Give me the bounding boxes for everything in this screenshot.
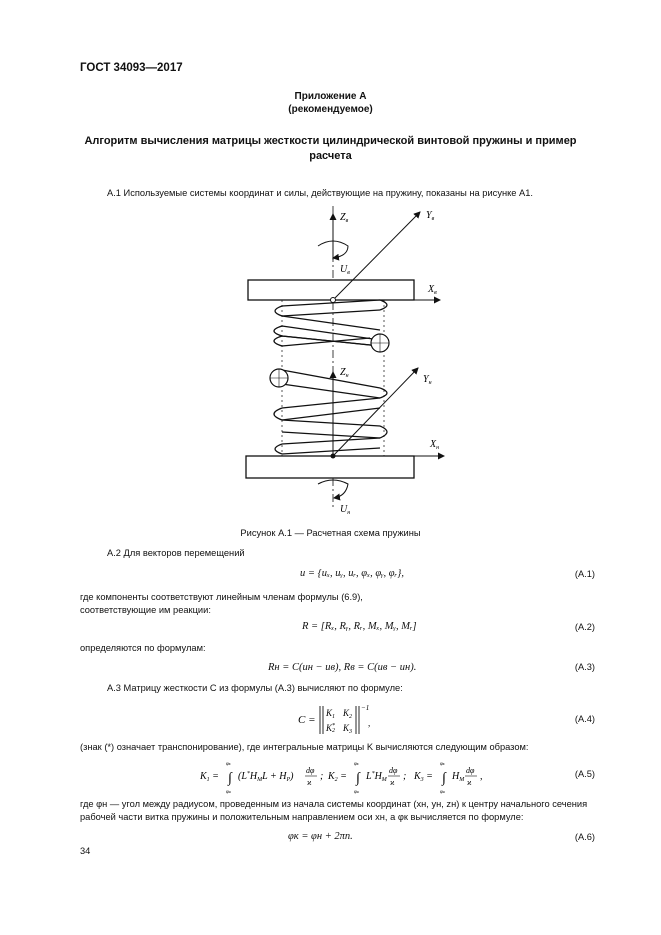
figure-caption: Рисунок А.1 — Расчетная схема пружины [240, 528, 421, 538]
svg-text:ϰ: ϰ [390, 778, 395, 787]
svg-text:K2: $K_2$ [343, 708, 353, 720]
svg-text:,: , [368, 718, 371, 728]
paragraph-a2: А.2 Для векторов перемещений [107, 548, 245, 558]
svg-text:ϰ: ϰ [467, 778, 472, 787]
svg-text:K1: $K_1$ [326, 708, 336, 720]
main-title: Алгоритм вычисления матрицы жесткости цилиндрической винтовой пружины и пример расчета [84, 135, 577, 162]
formula-a2: R = [Rₓ, Rᵧ, Rᵣ, Mₓ, Mᵧ, Mᵣ] [302, 621, 417, 632]
svg-text:K3: $K_3$ [343, 723, 353, 735]
formula-a4 [298, 700, 378, 740]
formula-a5-number: (А.5) [574, 769, 595, 779]
svg-text:φн: φн [226, 789, 231, 795]
svg-text:dφ: dφ [466, 766, 475, 775]
svg-text:,: , [480, 771, 483, 782]
text-transpose: (знак (*) означает транспонирование), где интегральные матрицы K вычисляются следующим образом: [80, 742, 529, 752]
paragraph-a3: А.3 Матрицу жесткости С из формулы (А.3) вычисляют по формуле: [107, 683, 403, 693]
svg-text:−1: −1 [361, 704, 370, 712]
label-z-top: $Z_в$ [340, 212, 349, 224]
svg-text:;: ; [320, 771, 324, 782]
appendix-title: Приложение А [294, 91, 367, 102]
text-components: где компоненты соответствуют линейным членам формулы (6.9), соответствующие им реакции: [80, 592, 363, 615]
lower-coils [274, 370, 387, 454]
text-phi: где φн — угол между радиусом, проведенным из начала системы координат (xн, yн, zн) к центру начального сечения рабочей части витка пружины и положительным направлением оси xн, а φк вычисляется по формуле: [80, 799, 588, 822]
svg-text:K2 =: $K_2$ = [328, 771, 347, 783]
formula-a6: φк = φн + 2πn. [288, 831, 353, 842]
svg-text:φк: φк [440, 761, 445, 767]
svg-text:dφ: dφ [306, 766, 315, 775]
svg-text:φн: φн [354, 789, 359, 795]
svg-text:K3 =: $K_3$ = [414, 771, 433, 783]
label-u-top: $U_в$ [340, 264, 350, 276]
top-plate [248, 280, 414, 300]
svg-text:(L*HML + HP): $(L^*H_ML + H_P)$ [238, 771, 294, 783]
svg-text:K*2: K* 2 [326, 723, 336, 734]
svg-text:L*HM: $L^*H_M$ [366, 771, 387, 783]
svg-text:∫: ∫ [228, 771, 232, 786]
appendix-heading [0, 90, 661, 116]
page-number: 34 [80, 846, 91, 856]
formula-a6-number: (А.6) [574, 832, 595, 842]
svg-text:;: ; [403, 771, 407, 782]
formula-a4-number: (А.4) [574, 714, 595, 724]
svg-text:ϰ: ϰ [307, 778, 312, 787]
formula-a3: Rн = C(uн − uв), Rв = C(uв − uн). [268, 662, 417, 673]
bottom-plate [246, 456, 414, 478]
formula-a2-number: (А.2) [574, 622, 595, 632]
label-u-bottom: $U_н$ [340, 504, 351, 516]
label-y-top: $Y_в$ [426, 210, 435, 222]
svg-text:φк: φк [354, 761, 359, 767]
formula-a1-number: (А.1) [574, 569, 595, 579]
svg-text:φк: φк [226, 761, 231, 767]
formula-a3-number: (А.3) [574, 662, 595, 672]
spring-diagram [230, 200, 460, 522]
svg-text:K1 =: $K_1$ = [200, 771, 219, 783]
upper-coils [274, 300, 387, 346]
label-z-bottom: $Z_н$ [340, 367, 349, 379]
label-x-bottom: $X_н$ [430, 439, 440, 451]
svg-text:φн: φн [440, 789, 445, 795]
svg-text:C =: C = [298, 714, 316, 726]
formula-a5 [200, 758, 500, 796]
formula-a1: u = {uₓ, uᵧ, uᵣ, φₓ, φᵧ, φᵣ}, [300, 568, 405, 579]
label-y-bottom: $Y_н$ [423, 374, 432, 386]
paragraph-a1: А.1 Используемые системы координат и силы, действующие на пружину, показаны на рисунке А1. [107, 188, 533, 198]
appendix-subtitle: (рекомендуемое) [288, 104, 373, 115]
text-defined: определяются по формулам: [80, 643, 206, 653]
svg-text:∫: ∫ [442, 771, 446, 786]
label-x-top: $X_в$ [428, 284, 437, 296]
svg-text:∫: ∫ [356, 771, 360, 786]
svg-text:HM: $H_M$ [452, 771, 465, 783]
svg-text:dφ: dφ [389, 766, 398, 775]
document-header: ГОСТ 34093—2017 [80, 62, 183, 74]
